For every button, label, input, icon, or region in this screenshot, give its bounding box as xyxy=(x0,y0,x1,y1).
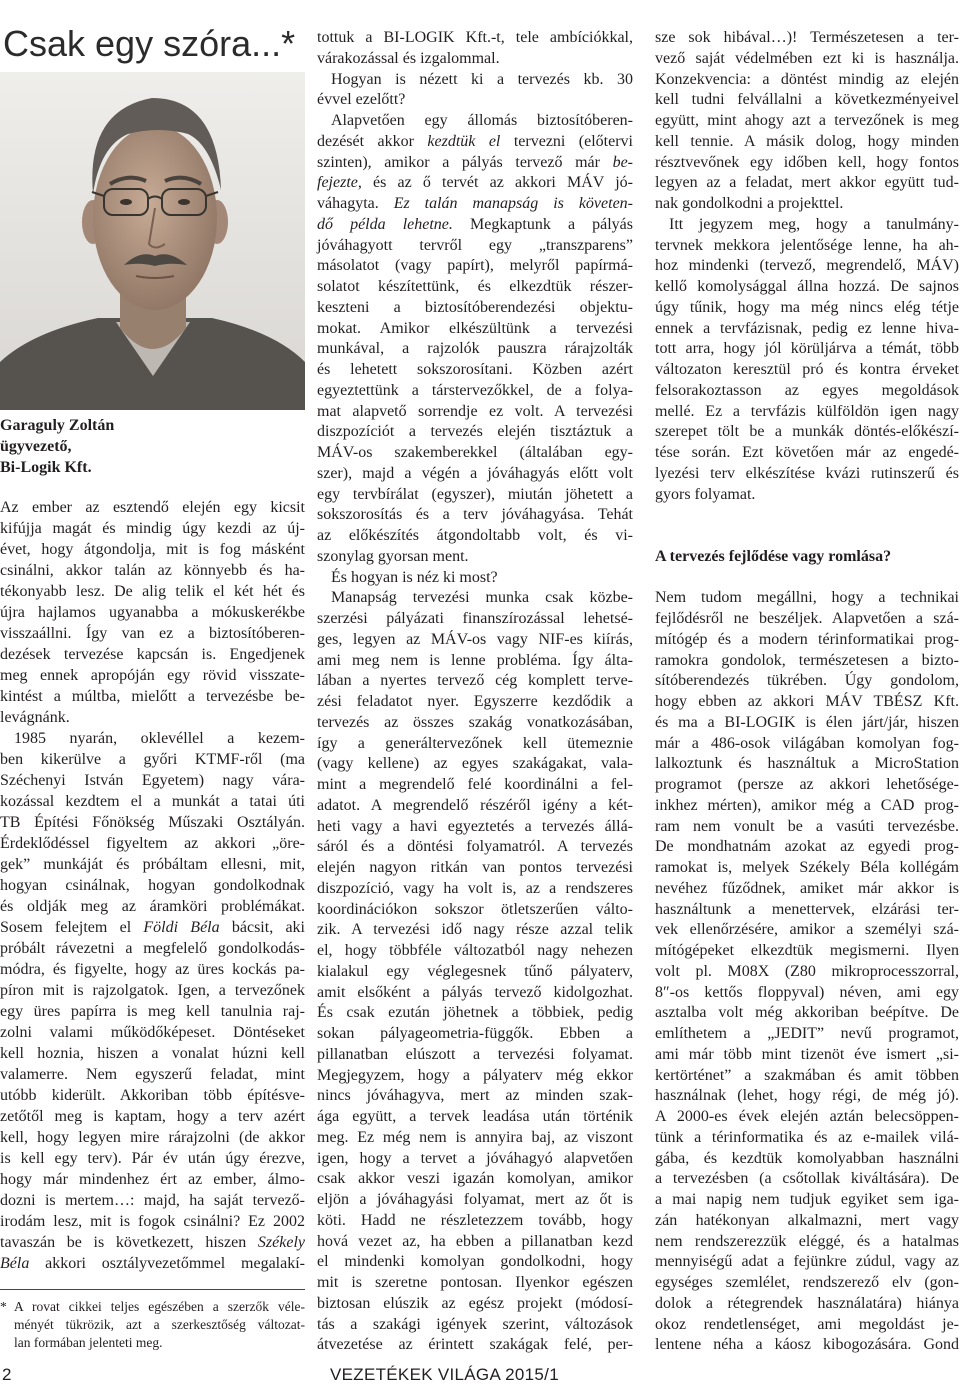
text-line: köti. Hadd ne részletezzem tovább, hogy xyxy=(317,1211,633,1229)
text-line: mat alapvető sorrendje ez volt. A tervezési xyxy=(317,402,633,420)
face xyxy=(93,126,217,310)
text-line: és lehetett sokszorosítani. Közben azért xyxy=(317,361,633,378)
text-column-2 xyxy=(317,28,633,1356)
blank-line xyxy=(655,505,959,526)
text-line: említhetem a „JEDIT” nevű programot, xyxy=(655,1025,959,1042)
text-line: píron mit is rajzolgatok. Igen, a tervezőnek xyxy=(0,982,305,999)
text-line: A rovat cikkei teljes egészében a szerzők véle- xyxy=(14,1299,305,1314)
italic-text-run: kezdtük el xyxy=(427,132,501,150)
text-line: koordinációkon sokszor ötletszerűen válto- xyxy=(317,900,633,918)
right-eye xyxy=(178,199,190,205)
text-run: , és az ő tervét az akkori MÁV jó- xyxy=(357,174,633,192)
text-line: Az ember az esztendő elején egy kicsit xyxy=(0,499,305,516)
text-line: Érdeklődéssel figyeltem az akkori „öre- xyxy=(0,835,305,852)
text-line: másolatot (vagy papírt), melyről papírmá- xyxy=(317,257,633,275)
text-line: résztvevőnek egy időben kell, hogy fontos xyxy=(655,153,959,171)
text-line: újra hajlamos ugyanabba a mókuskerékbe xyxy=(0,604,305,621)
text-line: kell tennie. A másik dolog, hogy minden xyxy=(655,132,959,150)
text-line: egy üres papírra is meg kell tanulnia raj- xyxy=(0,1003,305,1020)
text-line: igen, hogy a tervet a jóváhagyó alapvetően xyxy=(317,1149,633,1167)
paragraph xyxy=(317,70,633,112)
text-line: zolni valami működőképeset. Döntéseket xyxy=(0,1024,305,1041)
text-line: ramokra gondolok, természetesen a bizto- xyxy=(655,651,959,669)
text-run: akkori osztályvezetőmmel megalakí- xyxy=(29,1255,305,1272)
text-line: gek” munkáját és próbáltam ellesni, mit, xyxy=(0,856,305,873)
text-line: kozással kezdtem el a munkát a tatai úti xyxy=(0,793,305,810)
left-eye xyxy=(120,199,132,205)
text-line: ges, legyen az MÁV-os vagy NIF-es kiírás, xyxy=(317,630,633,648)
text-line: sokszorosítás és a terv jóváhagyása. Tehát xyxy=(317,506,633,524)
text-line: hogyan csinálnak, hogyan gondolkodnak xyxy=(0,877,305,894)
text-line: amit elsőként a pályás tervező kidolgozhat. xyxy=(317,983,633,1001)
text-line: változaton keresztül pró és kontra érveket xyxy=(655,361,959,378)
text-line: elején nagyon ritkán van pontos tervezési xyxy=(317,859,633,876)
text-line: el mindenki komolyan gondolkodni, hogy xyxy=(317,1253,633,1271)
text-line: hogy már mindenhez ért az ember, álmo- xyxy=(0,1171,305,1188)
text-line: sítóberendezés tükrében. Úgy gondolom, xyxy=(655,672,959,690)
text-line: heti vagy a havi egyeztetés a tervezés állá- xyxy=(317,817,633,835)
text-line: a tervezésben (a csőtollak kiváltására). De xyxy=(655,1170,959,1188)
text-line: TB Építési Főnökség Műszaki Osztályán. xyxy=(0,814,305,831)
paragraph xyxy=(317,111,633,568)
portrait-image xyxy=(0,72,305,410)
text-column-3 xyxy=(655,28,959,1356)
text-line: sze sok hibával…)! Természetesen a ter- xyxy=(655,29,959,46)
text-line: évvel ezelőtt? xyxy=(317,91,406,109)
paragraph xyxy=(317,588,633,1356)
text-line: Megjegyzem, hogy a pályaterv még ekkor xyxy=(317,1066,633,1084)
text-line xyxy=(0,1232,305,1253)
text-line: gyors folyamat. xyxy=(655,485,756,503)
author-company: Bi-Logik Kft. xyxy=(0,459,92,476)
page-title: Csak egy szóra...* xyxy=(3,23,296,64)
text-line: nevéhez fűződnek, amiket már akkor is xyxy=(655,879,959,897)
text-line: hoz mindenki (tervező, megrendelő, MÁV) xyxy=(655,257,959,275)
text-line: átvezetése az érintett szakágak felé, per- xyxy=(317,1336,633,1354)
text-line: módra, és figyelte, hogy az üres kockás pa- xyxy=(0,961,305,978)
text-line: ami meg nem is lenne probléma. Így álta- xyxy=(317,651,633,669)
publication-footer: VEZETÉKEK VILÁGA 2015/1 xyxy=(330,1365,559,1384)
text-line: 8″-os kettős floppyval) néven, ami egy xyxy=(655,983,959,1001)
text-line: mokat. Amikor elkészültünk a tervezési xyxy=(317,319,633,337)
text-line: zetőtől meg is kaptam, hogy a terv azért xyxy=(0,1108,305,1125)
text-line: kell hoznia, hiszen a vonalat húzni kell xyxy=(0,1045,305,1062)
text-line: szerepet tölt be a munkák döntés-előkészí- xyxy=(655,423,959,441)
text-line: lyezési terv elkészítése kvázi rutinszerű és xyxy=(655,464,959,482)
text-line: volt pl. M08X (Z80 mikroprocesszorral, xyxy=(655,962,959,980)
italic-text-run: Ez talán manapság is követen- xyxy=(393,195,634,212)
text-line: ben kikerülve a győri KTMF-ről (ma xyxy=(0,751,305,768)
author-position: ügyvezető, xyxy=(0,438,72,455)
footnote-divider xyxy=(0,1289,305,1290)
italic-text-run: Székely xyxy=(257,1234,305,1251)
text-line: mítógépeket elkezdtük megismerni. Ilyen xyxy=(655,942,959,959)
text-line: asztalba volt még akkoriban beépítve. De xyxy=(655,1004,959,1022)
text-line xyxy=(317,194,633,215)
text-line: Nem tudom megállni, hogy a technikai xyxy=(655,589,959,607)
text-line: meg. Ez még nem is annyira baj, az viszont xyxy=(317,1128,633,1146)
footnote xyxy=(0,1298,305,1352)
text-line: így a generáltervezőnek kell ütemeznie xyxy=(317,734,633,752)
text-line: és ma a BI-LOGIK is élen járt/jár, hiszen xyxy=(655,713,959,731)
text-line: eljön a jóváhagyási folyamat, mert az őt is xyxy=(317,1191,633,1208)
text-line: visszaállni. Így van ez a biztosítóberen- xyxy=(0,625,305,642)
text-line: dezések tervezése kapcsán is. Engedjenek xyxy=(0,646,305,663)
text-line: tékonyabb lesz. De alig telik el két hét és xyxy=(0,583,305,600)
paragraph xyxy=(317,568,633,589)
text-line: adatot. A megrendelő részéről igény a két- xyxy=(317,796,633,814)
text-line: kintést a múltba, mielőtt a tervezésbe be- xyxy=(0,688,305,705)
text-line: kellő komolysággal állna hozzá. De sajnos xyxy=(655,278,959,295)
text-line: hová vezet az, ha ebben a pillanatban kezd xyxy=(317,1232,633,1250)
text-run: szinten), amikor a pályás tervező már xyxy=(317,153,613,171)
paragraph xyxy=(317,28,633,70)
text-run: dezését akkor xyxy=(317,132,428,150)
text-line: Alapvetően egy állomás biztosítóberen- xyxy=(331,112,633,129)
text-line: És hogyan is néz ki most? xyxy=(331,568,498,586)
text-run: tavaszán be is következett, hiszen xyxy=(0,1234,258,1251)
text-line: kifújja magát és mindig úgy kezdi az új- xyxy=(0,520,305,537)
text-line: nincs jóváhagyva, mert az minden szak- xyxy=(317,1087,633,1105)
text-line: kertörténet” a szakmában és amit többen xyxy=(655,1066,959,1084)
italic-text-run: Földi Béla xyxy=(143,919,220,936)
text-line: tése során. Ezt követően már az engedé- xyxy=(655,444,959,461)
blank-line xyxy=(655,568,959,589)
text-line: egyeztettünk a társtervezőkkel, de a folya- xyxy=(317,381,633,399)
text-line: ennek a tervfázisnak, pedig ez lenne hiva- xyxy=(655,319,959,337)
text-line: egy tervbírálat (egyszer), miután jöhetett a xyxy=(317,485,633,503)
text-line: legyen az a feladat, mert akkor együtt tud- xyxy=(655,174,959,192)
text-line: vező saját védelmében ezt ki is használja. xyxy=(655,49,959,67)
text-line: MÁV-os szakemberekkel (általában egy- xyxy=(317,444,633,461)
text-line: már a 486-osok világában komolyan fog- xyxy=(655,734,959,752)
text-line: az előkészítés átgondoltabb volt, és vi- xyxy=(317,527,633,544)
text-line: programot (persze az akkori lehetősége- xyxy=(655,776,959,793)
text-line: felsorakoztasson az egyes megoldások xyxy=(655,381,959,399)
blank-line xyxy=(655,526,959,547)
text-line: biztosan elúszik az egész projekt (módosí- xyxy=(317,1294,633,1312)
text-line: vek ellenőrzésére, amikor a személyi szá- xyxy=(655,921,959,939)
text-line: ményét tükrözik, azt a szerkesztőség változat- xyxy=(14,1317,305,1332)
paragraph xyxy=(0,497,305,728)
text-line: irodám lesz, mit is fogok csinálni? Ez 2002 xyxy=(0,1213,305,1230)
text-line: levágnánk. xyxy=(0,709,70,726)
text-line: Hogyan is nézett ki a tervezés kb. 30 xyxy=(331,70,633,88)
text-line xyxy=(0,1253,305,1274)
text-line: dolok a rétegrendek használatára) hiánya xyxy=(655,1294,959,1312)
text-line: évet, hogy átgondolja, mit is fog másként xyxy=(0,541,305,558)
text-line: a mai napig nem tudjuk egyiket sem iga- xyxy=(655,1191,959,1208)
text-line: mit is szeretne pontosan. Ilyenkor egészen xyxy=(317,1274,633,1291)
text-line: Széchenyi István Egyetem) nagy vára- xyxy=(0,772,305,789)
text-line: pillanatban elúszott a tervezési folyamat. xyxy=(317,1045,633,1063)
text-line: ága együtt, a tervek leadása után történik xyxy=(317,1108,633,1125)
text-line xyxy=(317,132,633,153)
text-line: ramokat is, melyek Székely Béla kollégám xyxy=(655,859,959,876)
text-line: gába, és kezdtük komolyabban használni xyxy=(655,1149,959,1167)
text-line: diszpozíció, vagy ha volt is, az a rendszeres xyxy=(317,879,633,897)
text-line: tás a szakági igények szerint, változások xyxy=(317,1315,633,1333)
text-line: (vagy kellene) az egyes szakágakat, vala- xyxy=(317,755,633,773)
italic-text-run: fejezte xyxy=(317,174,358,192)
text-line: dozni is mertem…: majd, ha saját tervező- xyxy=(0,1192,305,1209)
text-line: kell, hogy legyen mire rárajzolni (de akkor xyxy=(0,1129,305,1146)
text-line: diszpozíciót a tervezés elején tisztáztuk a xyxy=(317,423,633,441)
text-line: zán hatékonyan alkalmazni, mert vagy xyxy=(655,1211,959,1229)
text-line: tottuk a BI-LOGIK Kft.-t, tele ambíciókkal, xyxy=(317,29,633,46)
text-line: okoz rendetlenséget, ami megoldást je- xyxy=(655,1315,959,1333)
text-line: lalkoztunk és használtuk a MicroStation xyxy=(655,755,959,773)
text-line: szonylag gyorsan ment. xyxy=(317,547,469,565)
text-line: próbált rávezetni a megfelelő gondolkodás- xyxy=(0,940,305,957)
text-line: el, hogy többféle változatból nagy nehezen xyxy=(317,942,633,959)
author-name: Garaguly Zoltán xyxy=(0,417,115,434)
paragraph xyxy=(0,728,305,1274)
text-line: is kell egy terv). Pár év után úgy érezve, xyxy=(0,1150,305,1167)
text-line: és oldják meg az áramköri problémákat. xyxy=(0,898,305,915)
italic-text-run: Béla xyxy=(0,1255,30,1272)
text-line: használtunk a menettervek, elzárási ter- xyxy=(655,900,959,918)
text-line: keszteni a biztosítóberendezési objektu- xyxy=(317,298,633,316)
text-line: tott arra, hogy jól körüljárva a témát, több xyxy=(655,340,959,358)
text-line: szer), majd a végén a jóváhagyás előtt volt xyxy=(317,464,633,482)
text-line: sáról és a döntési folyamatról. A tervezés xyxy=(317,838,633,856)
text-line: lan formában jelenteti meg. xyxy=(14,1335,163,1350)
text-line: nem rendszerezzük eléggé, és a hatalmas xyxy=(655,1232,959,1250)
text-line: mellé. Ez a tervfázis külföldön igen nagy xyxy=(655,402,959,420)
text-line: csinálni, akkor talán az könnyebb és ha- xyxy=(0,562,305,579)
portrait-photo xyxy=(0,72,305,410)
text-line: valamerre. Nem egyszerű feladat, mint xyxy=(0,1066,305,1083)
text-line: mint a megrendelő felé koordinálni a fel- xyxy=(317,776,633,793)
text-line: tervnek mekkora jelentősége lenne, ha ah- xyxy=(655,236,959,254)
text-line: lentene néha a káosz kibogozására. Gond xyxy=(655,1336,959,1354)
text-run: tervezni (előtervi xyxy=(500,132,634,150)
text-line: Itt jegyzem meg, hogy a tanulmány- xyxy=(669,215,959,233)
text-line: tünk a térinformatika és az e-mailek vilá- xyxy=(655,1128,959,1146)
text-line: várakozással és izgalommal. xyxy=(317,49,500,67)
italic-text-run: dő példa lehetne. xyxy=(317,215,453,233)
text-line: nak gondolkodni a projekttel. xyxy=(655,195,844,212)
text-column-1 xyxy=(0,497,305,1274)
footnote-mark: * xyxy=(0,1299,7,1314)
text-line: De mondhatnám azokat az egyedi prog- xyxy=(655,838,959,856)
section-heading: A tervezés fejlődése vagy romlása? xyxy=(655,547,892,565)
text-line: Konzekvencia: a döntést mindig az elején xyxy=(655,70,959,88)
text-line: ami már több mint tizenöt éve ismert „si- xyxy=(655,1045,959,1063)
text-line: lában a nyertes tervező cég komplett terve- xyxy=(317,672,633,690)
text-run: Megkaptunk a pályás xyxy=(452,215,633,233)
text-line: munkával, a rajzolók pauszra rárajzolták xyxy=(317,340,633,358)
text-line: zési feladatot nyer. Egyszerre kezdődik a xyxy=(317,693,633,710)
paragraph xyxy=(655,215,959,506)
text-line: 1985 nyarán, oklevéllel a kezem- xyxy=(14,730,305,747)
paragraph xyxy=(655,588,959,1356)
text-line xyxy=(317,153,633,174)
text-line: hogy ebben az akkori MÁV TBÉSZ Kft. xyxy=(655,693,959,710)
text-line: úgy tűnik, hogy ma még nincs elég tétje xyxy=(655,298,959,316)
text-line: jóváhagyott tervről egy „transzparens” xyxy=(317,236,633,254)
text-line: mítógép és a modern térinformatikai prog- xyxy=(655,630,959,648)
text-line: Manapság tervezési munka csak közbe- xyxy=(331,589,633,607)
photo-caption xyxy=(0,415,305,478)
text-line: szerzési pályázati finanszírozással lehetsé- xyxy=(317,610,633,627)
text-line: csak akkor veszi igazán komolyan, amikor xyxy=(317,1170,633,1188)
text-line: meg ennek apropóján egy rövid visszate- xyxy=(0,667,305,684)
text-line: És csak ezután jöhetnek a többiek, pedig xyxy=(317,1004,633,1022)
text-line: együtt, mint ahogy azt a tervezőnek is meg xyxy=(655,112,959,129)
text-line: solatot készítettünk, és elkezdtük részer- xyxy=(317,278,633,295)
text-line: fejlődésről ne beszéljek. Alapvetően a szá- xyxy=(655,610,959,627)
text-line: mennyiségű adat a fejünkre zúdul, vagy az xyxy=(655,1253,959,1271)
text-run: váhagyta. xyxy=(317,195,394,212)
text-line xyxy=(317,215,633,236)
paragraph xyxy=(655,28,959,215)
text-line: egységes szemlélet, rendszerező elv (gon- xyxy=(655,1274,959,1291)
text-line: zik. A tervezési idő nagy része azzal telik xyxy=(317,921,633,939)
italic-text-run: be- xyxy=(612,153,633,171)
text-line: használnak (lehet, hogy régi, de még jó). xyxy=(655,1087,959,1105)
page-number: 2 xyxy=(2,1365,12,1384)
text-run: Sosem felejtem el xyxy=(0,919,144,936)
text-line: sokan pályageometria-függők. Ebben a xyxy=(317,1025,633,1042)
text-line xyxy=(0,917,305,938)
text-line: ram nem vonult be a vasúti tervezésbe. xyxy=(655,817,959,835)
text-line: kialakul egy véglegesnek tűnő pályaterv, xyxy=(317,962,633,980)
text-line: utóbb kiderült. Akkoriban több építésve- xyxy=(0,1087,305,1104)
text-line: inkhez mérten), amikor még a CAD prog- xyxy=(655,796,959,814)
text-line: tervezés az összes szakág vonatkozásában, xyxy=(317,713,633,731)
text-line: kell tudni felvállalni a következményeivel xyxy=(655,91,959,109)
text-line xyxy=(317,173,633,194)
text-line: A 2000-es évek elején aztán belecsöppen- xyxy=(655,1108,959,1125)
footnote-text xyxy=(14,1298,305,1352)
text-run: bácsit, aki xyxy=(219,919,305,936)
